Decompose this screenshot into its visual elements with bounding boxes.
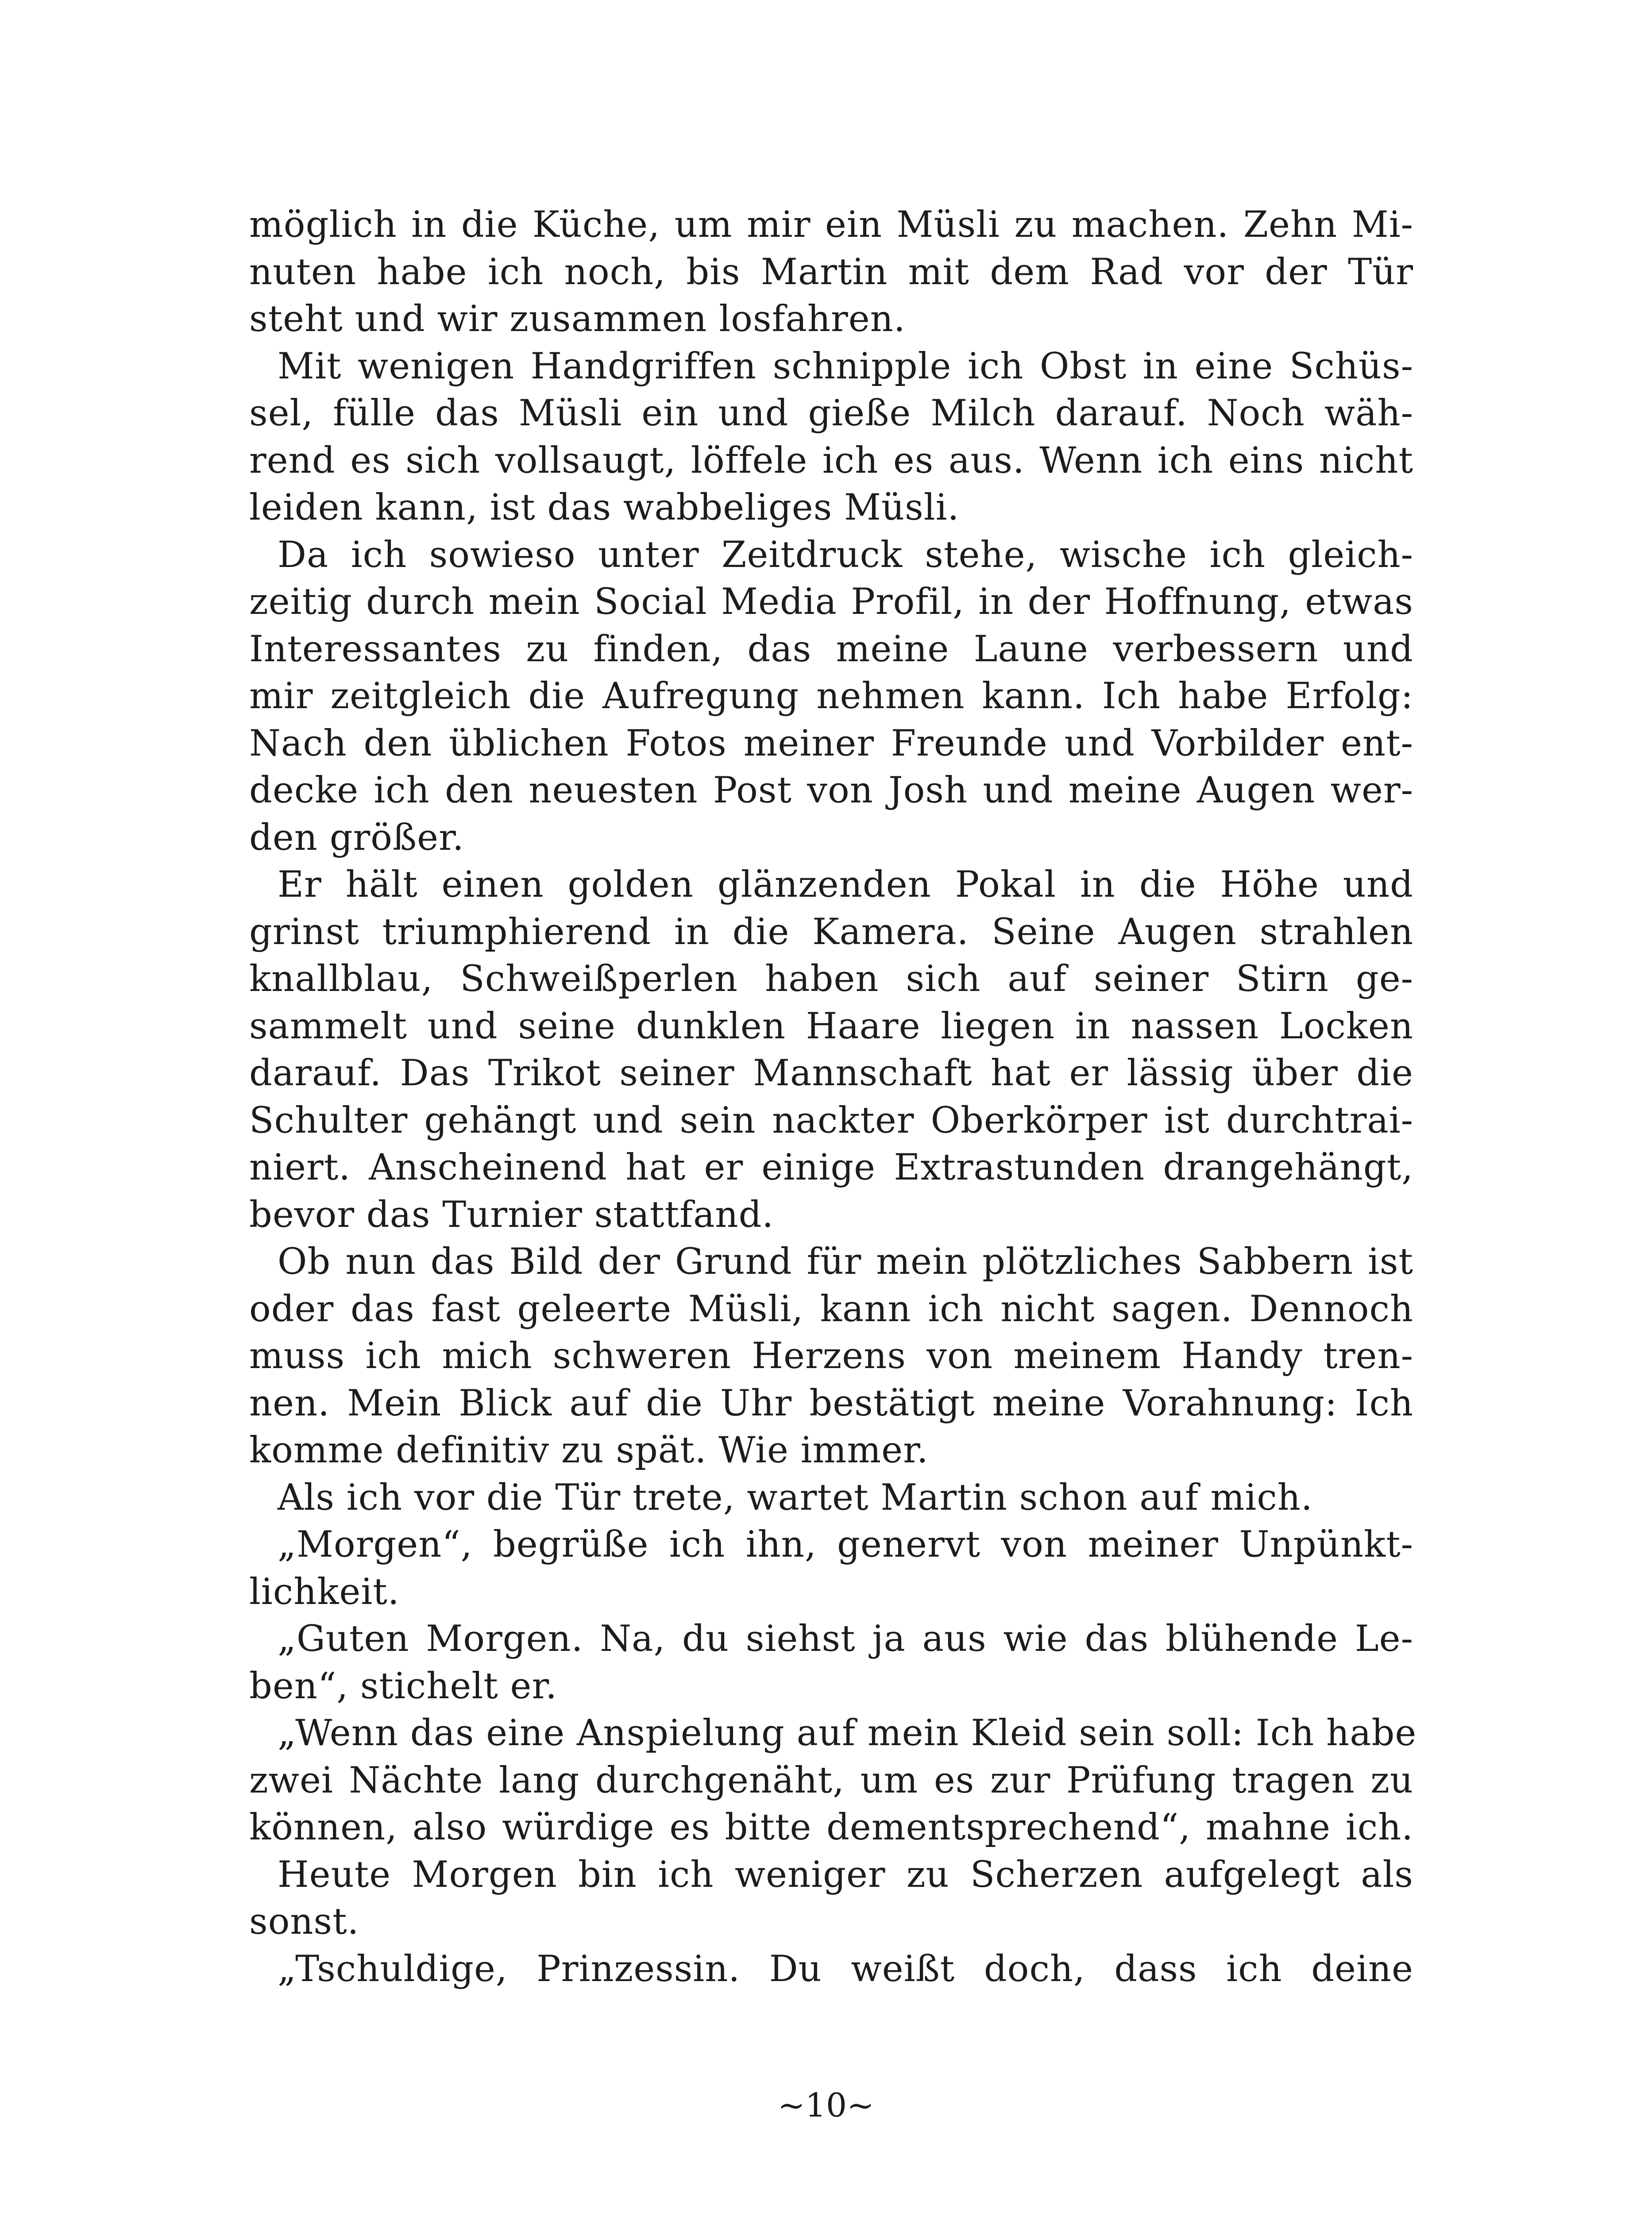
text-line: niert. Anscheinend hat er einige Extrastunden drangehängt, bbox=[249, 1147, 1413, 1188]
text-line: nen. Mein Blick auf die Uhr bestätigt meine Vorahnung: Ich bbox=[249, 1382, 1413, 1424]
text-line: Als ich vor die Tür trete, wartet Martin schon auf mich. bbox=[278, 1477, 1313, 1519]
body-text bbox=[249, 201, 1417, 1993]
text-line: decke ich den neuesten Post von Josh und meine Augen wer- bbox=[249, 770, 1413, 811]
text-line: den größer. bbox=[249, 817, 464, 859]
text-line: können, also würdige es bitte dementsprechend“, mahne ich. bbox=[249, 1807, 1413, 1848]
text-line: lichkeit. bbox=[249, 1571, 400, 1613]
text-line: rend es sich vollsaugt, löffele ich es aus. Wenn ich eins nicht bbox=[249, 440, 1413, 482]
text-line: ben“, stichelt er. bbox=[249, 1665, 558, 1707]
text-line: möglich in die Küche, um mir ein Müsli zu machen. Zehn Mi- bbox=[249, 204, 1413, 246]
text-line: muss ich mich schweren Herzens von meinem Handy tren- bbox=[249, 1335, 1413, 1377]
text-line: Er hält einen golden glänzenden Pokal in die Höhe und bbox=[278, 864, 1413, 906]
text-line: Ob nun das Bild der Grund für mein plötzliches Sabbern ist bbox=[278, 1241, 1413, 1283]
text-line: sammelt und seine dunklen Haare liegen in nassen Locken bbox=[249, 1005, 1413, 1047]
page-number: ~10~ bbox=[777, 2086, 875, 2124]
text-line: leiden kann, ist das wabbeliges Müsli. bbox=[249, 487, 960, 528]
text-line: steht und wir zusammen losfahren. bbox=[249, 298, 906, 340]
text-line: sel, fülle das Müsli ein und gieße Milch darauf. Noch wäh- bbox=[249, 393, 1413, 434]
text-line: bevor das Turnier stattfand. bbox=[249, 1194, 774, 1236]
text-line: grinst triumphierend in die Kamera. Seine Augen strahlen bbox=[249, 911, 1413, 953]
text-line: Heute Morgen bin ich weniger zu Scherzen aufgelegt als bbox=[278, 1854, 1413, 1896]
text-line: komme definitiv zu spät. Wie immer. bbox=[249, 1430, 929, 1471]
text-line: oder das fast geleerte Müsli, kann ich nicht sagen. Dennoch bbox=[249, 1288, 1413, 1330]
text-line: nuten habe ich noch, bis Martin mit dem Rad vor der Tür bbox=[249, 251, 1413, 293]
text-line: „Tschuldige, Prinzessin. Du weißt doch, dass ich deine bbox=[278, 1948, 1413, 1990]
text-line: Interessantes zu finden, das meine Laune verbessern und bbox=[249, 628, 1413, 670]
text-line: sonst. bbox=[249, 1901, 359, 1943]
text-line: „Guten Morgen. Na, du siehst ja aus wie das blühende Le- bbox=[278, 1618, 1413, 1660]
text-line: Da ich sowieso unter Zeitdruck stehe, wische ich gleich- bbox=[278, 534, 1413, 576]
text-line: „Wenn das eine Anspielung auf mein Kleid sein soll: Ich habe bbox=[278, 1712, 1417, 1754]
text-line: zwei Nächte lang durchgenäht, um es zur Prüfung tragen zu bbox=[249, 1759, 1413, 1801]
text-line: zeitig durch mein Social Media Profil, in der Hoffnung, etwas bbox=[249, 581, 1413, 623]
text-line: „Morgen“, begrüße ich ihn, genervt von meiner Unpünkt- bbox=[278, 1524, 1413, 1565]
text-line: Mit wenigen Handgriffen schnipple ich Obst in eine Schüs- bbox=[278, 345, 1413, 387]
text-line: knallblau, Schweißperlen haben sich auf seiner Stirn ge- bbox=[249, 958, 1413, 1000]
text-line: Schulter gehängt und sein nackter Oberkörper ist durchtrai- bbox=[249, 1099, 1413, 1141]
text-line: darauf. Das Trikot seiner Mannschaft hat er lässig über die bbox=[249, 1053, 1413, 1094]
text-line: Nach den üblichen Fotos meiner Freunde und Vorbilder ent- bbox=[249, 722, 1413, 764]
text-line: mir zeitgleich die Aufregung nehmen kann. Ich habe Erfolg: bbox=[249, 675, 1413, 717]
